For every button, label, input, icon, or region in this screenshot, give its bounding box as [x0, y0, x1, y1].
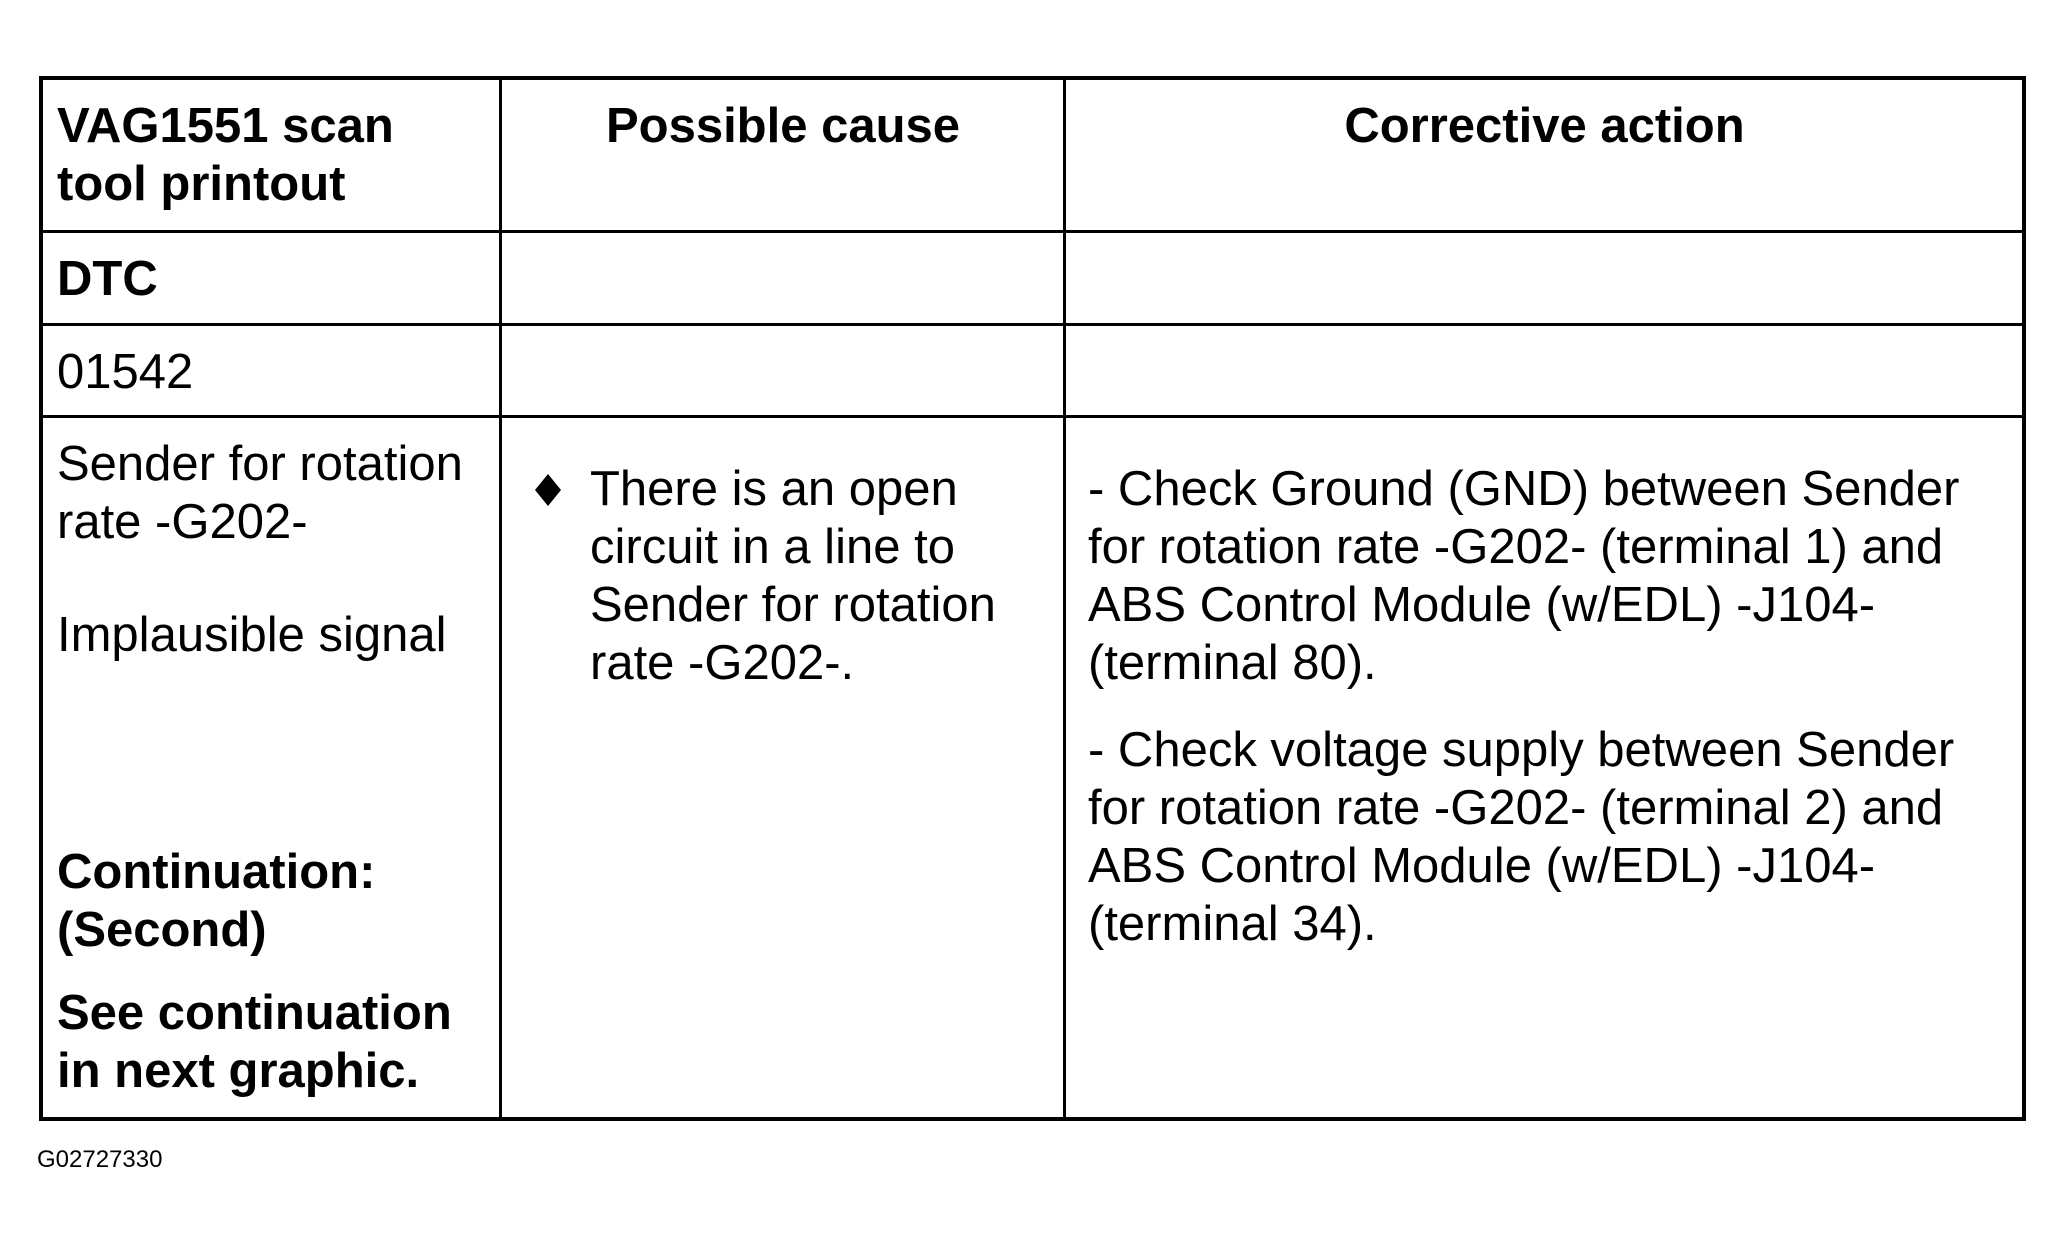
component-line: rate -G202-: [57, 495, 308, 549]
see-continuation-line: in next graphic.: [57, 1044, 420, 1098]
column-divider-2: [1063, 80, 1066, 1117]
row-divider-dtc: [43, 323, 2022, 326]
symptom-text: Implausible signal: [57, 608, 447, 662]
component-line: Sender for rotation: [57, 437, 463, 491]
possible-cause-line: There is an open: [590, 462, 958, 516]
possible-cause-line: rate -G202-.: [590, 636, 855, 690]
corrective-action-line: (terminal 34).: [1088, 897, 1377, 951]
column-divider-1: [499, 80, 502, 1117]
row-divider-code: [43, 415, 2022, 418]
component-name: [57, 435, 463, 551]
header-line: VAG1551 scan: [57, 99, 394, 153]
corrective-action-step-1: [1088, 460, 1960, 692]
corrective-action-line: - Check voltage supply between Sender: [1088, 723, 1955, 777]
corrective-action-line: for rotation rate -G202- (terminal 2) and: [1088, 781, 1944, 835]
continuation-line: (Second): [57, 903, 267, 957]
dtc-code: 01542: [57, 345, 194, 399]
header-scan-tool-printout: [57, 97, 394, 213]
see-continuation-line: See continuation: [57, 986, 452, 1040]
possible-cause-line: circuit in a line to: [590, 520, 955, 574]
possible-cause-text: [590, 460, 996, 692]
dtc-label: DTC: [57, 252, 158, 306]
corrective-action-line: - Check Ground (GND) between Sender: [1088, 462, 1960, 516]
corrective-action-step-2: [1088, 721, 1954, 953]
row-divider-header: [43, 230, 2022, 233]
possible-cause-line: Sender for rotation: [590, 578, 996, 632]
diagnostic-table: [39, 76, 2026, 1121]
see-continuation-note: [57, 984, 452, 1100]
corrective-action-line: ABS Control Module (w/EDL) -J104-: [1088, 839, 1876, 893]
continuation-line: Continuation:: [57, 845, 376, 899]
corrective-action-line: (terminal 80).: [1088, 636, 1377, 690]
header-line: tool printout: [57, 157, 346, 211]
corrective-action-line: for rotation rate -G202- (terminal 1) and: [1088, 520, 1944, 574]
header-possible-cause: Possible cause: [605, 99, 961, 153]
corrective-action-line: ABS Control Module (w/EDL) -J104-: [1088, 578, 1876, 632]
header-corrective-action: Corrective action: [1344, 99, 1745, 153]
figure-id: G02727330: [37, 1146, 163, 1173]
continuation-note: [57, 843, 375, 959]
diamond-bullet-icon: [535, 474, 561, 512]
